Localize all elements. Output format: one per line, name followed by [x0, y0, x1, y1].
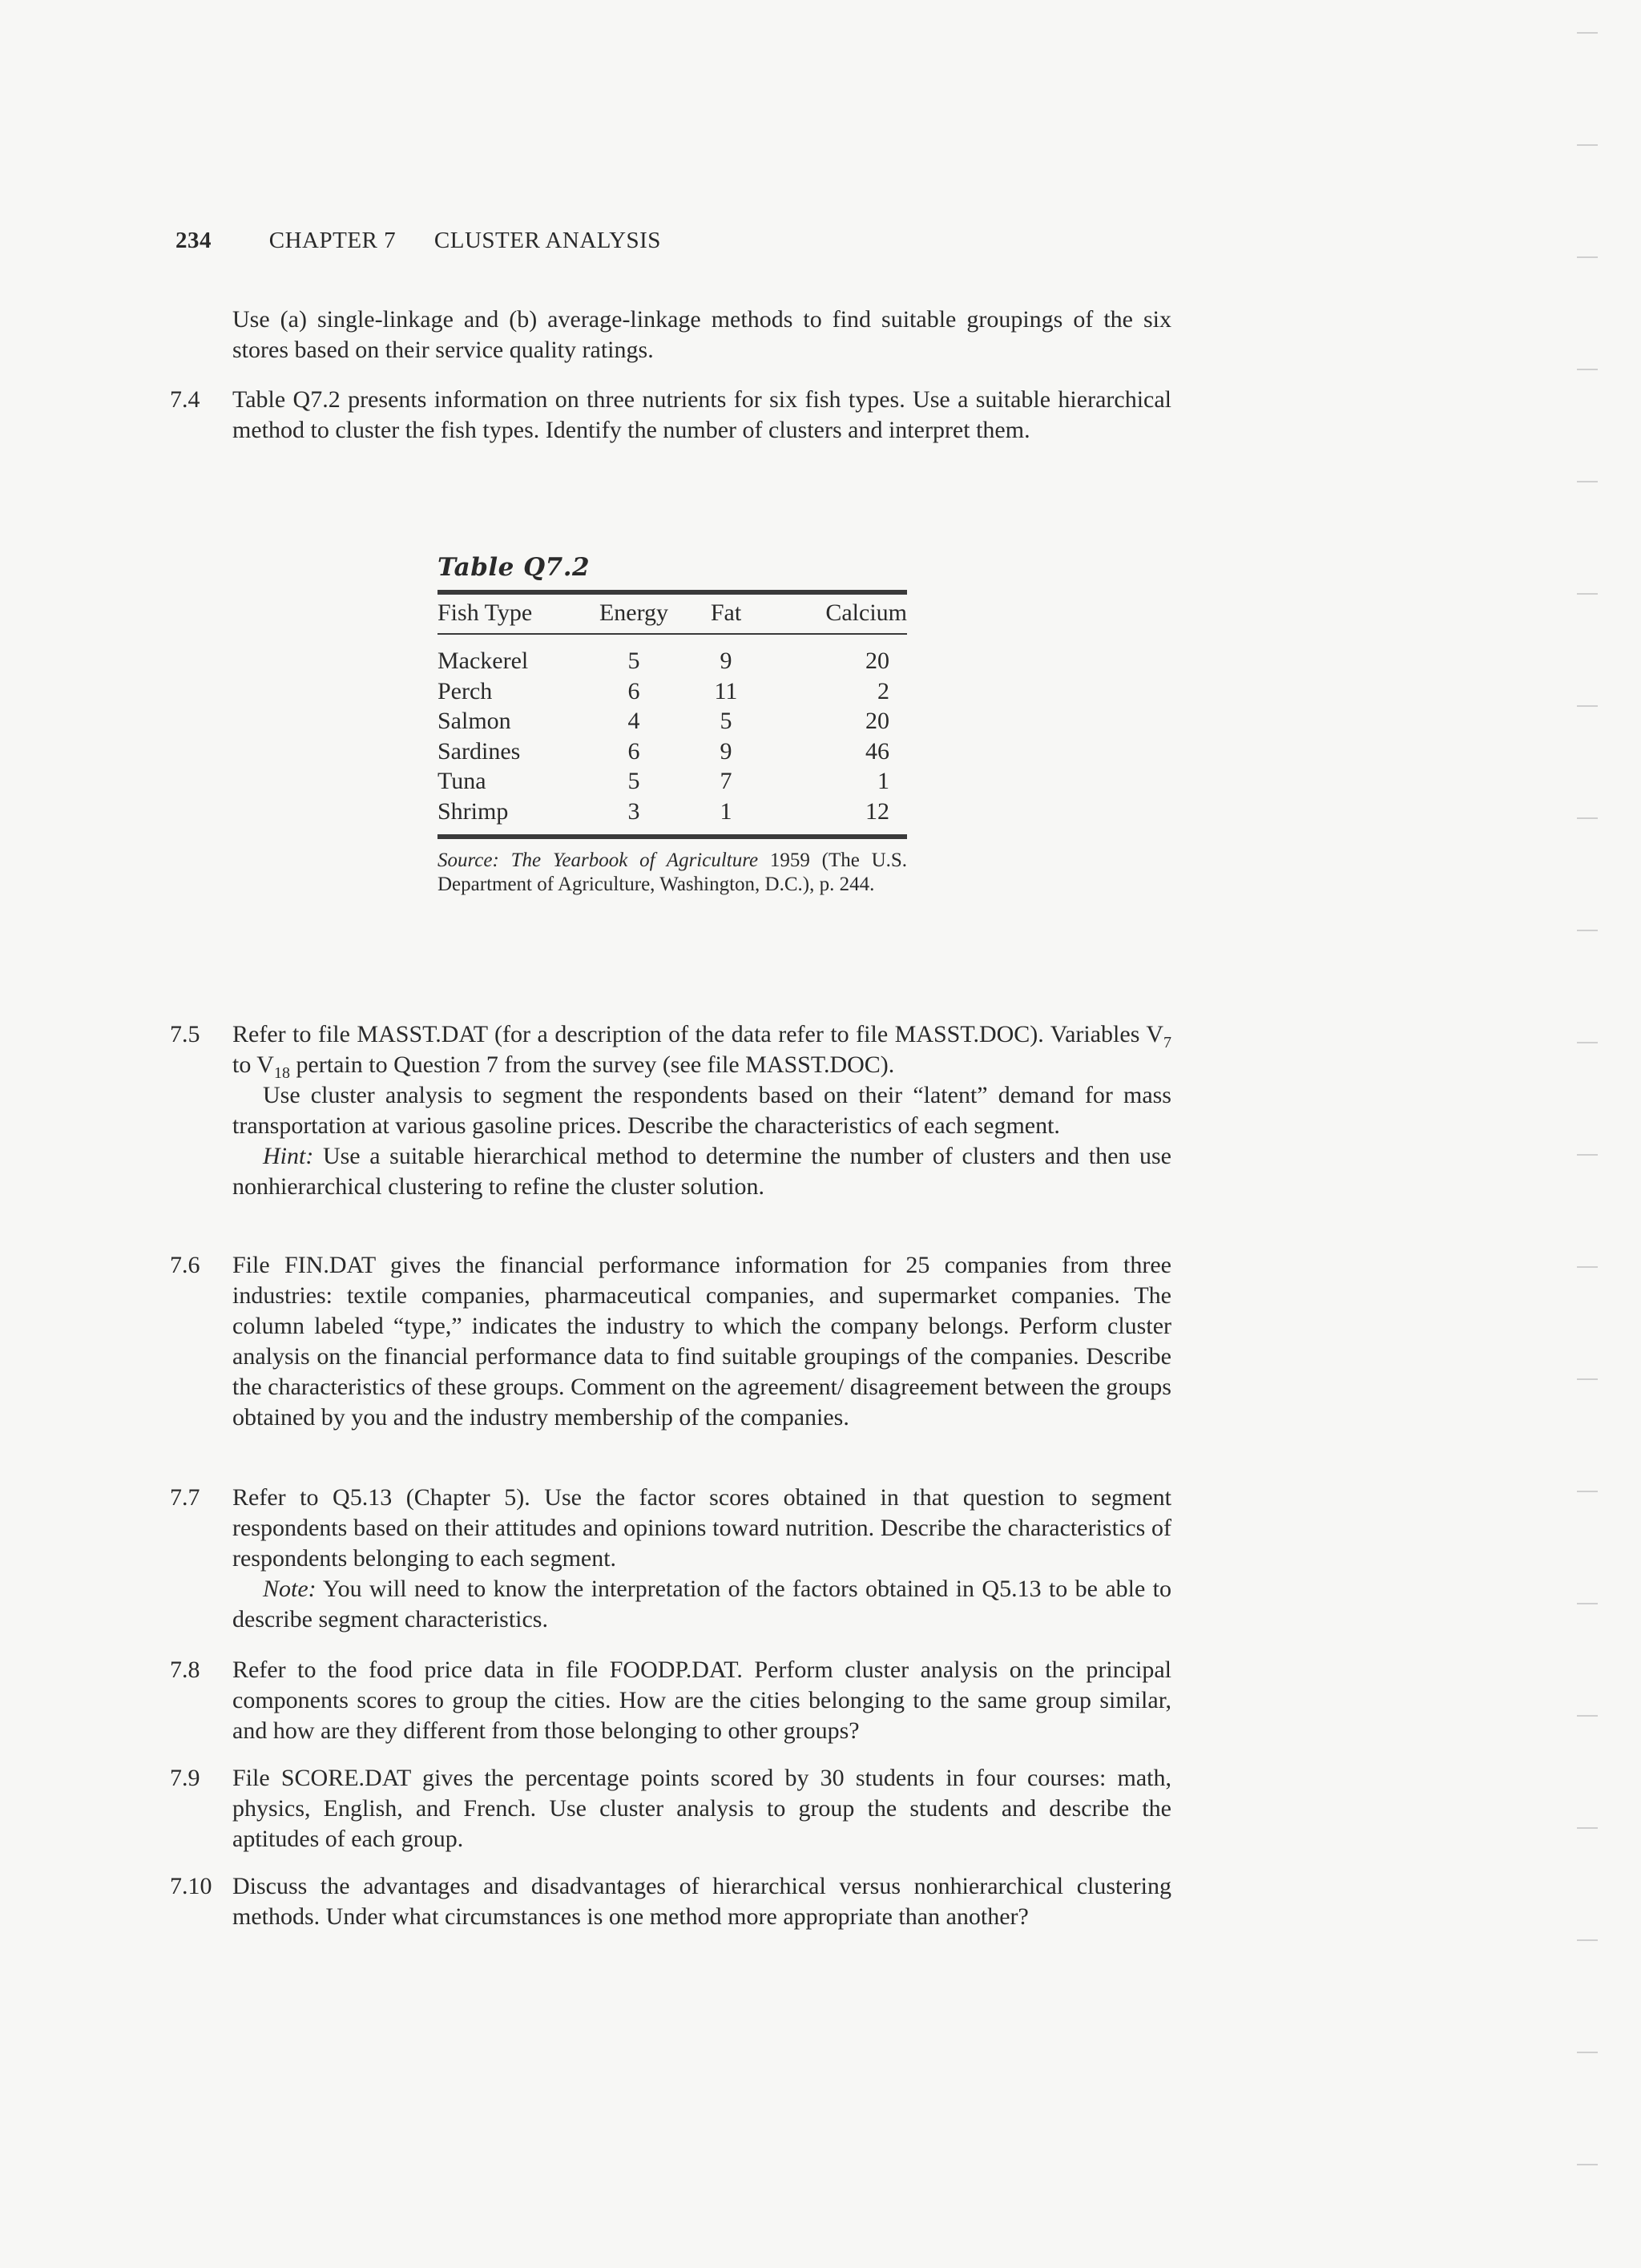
cell: 2: [877, 677, 889, 704]
question-7-10: [170, 1871, 1171, 1932]
cell: 1: [877, 768, 889, 794]
table-row: [437, 766, 907, 797]
table-row: [437, 676, 907, 707]
question-7-7: [170, 1483, 1171, 1635]
table-q7-2: [437, 553, 907, 897]
question-7-9: [170, 1763, 1171, 1854]
question-number: 7.7: [170, 1484, 200, 1511]
question-7-8: [170, 1655, 1171, 1746]
cell: Sardines: [437, 737, 521, 765]
hint-text: Use a suitable hierarchical method to determine the number of clusters and then use nonhierarchical clustering to refine the cluster solution.: [232, 1143, 1171, 1200]
cell: 9: [720, 737, 732, 765]
hint-paragraph: [232, 1141, 1171, 1202]
col-header-energy: Energy: [599, 599, 669, 626]
cell: Mackerel: [437, 648, 529, 674]
text-run: pertain to Question 7 from the survey (see file MASST.DOC).: [289, 1051, 895, 1078]
question-number: 7.10: [170, 1873, 212, 1899]
scan-margin-mark: [1577, 32, 1598, 34]
scan-margin-mark: [1577, 1715, 1598, 1717]
cell: 6: [627, 677, 640, 704]
scan-margin-mark: [1577, 2164, 1598, 2165]
table-row: [437, 797, 907, 827]
cell: Perch: [437, 677, 493, 704]
cell: 4: [627, 708, 640, 734]
cell: 3: [627, 797, 640, 825]
cell: 20: [865, 708, 889, 734]
scan-margin-mark: [1577, 481, 1598, 482]
table-header-row: [437, 595, 907, 633]
cell: 6: [627, 737, 640, 765]
question-text: [232, 1019, 1171, 1080]
cell: 46: [865, 737, 889, 765]
scan-margin-mark: [1577, 817, 1598, 819]
scan-margin-mark: [1577, 930, 1598, 931]
cell: 11: [714, 677, 738, 704]
question-text: Refer to Q5.13 (Chapter 5). Use the factor scores obtained in that question to segment respondents based on their attitudes and opinions toward nutrition. Describe the characteristics of respondents belonging to each segment.: [232, 1484, 1171, 1572]
chapter-title: CLUSTER ANALYSIS: [433, 228, 661, 253]
cell: Salmon: [437, 708, 511, 734]
question-text: File FIN.DAT gives the financial performance information for 25 companies from three industries: textile companies, pharmaceutical companies, and supermarket companies. The column labeled “type,” indicates the industry to which the company belongs. Perform cluster analysis on the financial performance data to find suitable groupings of the companies. Describe the characteristics of these groups. Comment on the agreement/ disagreement between the groups obtained by you and the industry membership of the companies.: [232, 1252, 1171, 1431]
scan-margin-mark: [1577, 1154, 1598, 1156]
question-text: Refer to the food price data in file FOODP.DAT. Perform cluster analysis on the principal components scores to group the cities. How are the cities belonging to the same group similar, and how are they different from those belonging to other groups?: [232, 1657, 1171, 1744]
question-7-4: [170, 385, 1171, 446]
question-text: Table Q7.2 presents information on three nutrients for six fish types. Use a suitable hierarchical method to cluster the fish types. Identify the number of clusters and interpret them.: [232, 386, 1171, 443]
source-detail: 1959 (The U.S. Department of Agriculture, Washington, D.C.), p. 244.: [437, 849, 908, 895]
hint-label: Hint:: [263, 1143, 314, 1169]
table-caption: Table Q7.2: [437, 553, 591, 582]
fish-table-body: [437, 646, 907, 826]
text-run: to V: [232, 1051, 274, 1078]
cell: 5: [627, 768, 640, 794]
chapter-label: CHAPTER 7: [268, 228, 397, 253]
scan-margin-mark: [1577, 593, 1598, 595]
scan-margin-mark: [1577, 1266, 1598, 1268]
running-header: [175, 228, 661, 254]
cell: Shrimp: [437, 797, 509, 825]
col-header-fish-type: Fish Type: [437, 599, 533, 626]
scan-margin-mark: [1577, 705, 1598, 707]
question-number: 7.8: [170, 1657, 200, 1683]
scan-margin-mark: [1577, 1491, 1598, 1492]
cell: 1: [720, 797, 732, 825]
cell: 5: [627, 648, 640, 674]
fish-table: [437, 595, 907, 633]
question-text: Discuss the advantages and disadvantages of hierarchical versus nonhierarchical clustering methods. Under what circumstances is one method more appropriate than another?: [232, 1873, 1171, 1930]
subscript: 18: [273, 1064, 290, 1082]
question-7-5: [170, 1019, 1171, 1202]
cell: 12: [865, 797, 889, 825]
scan-margin-mark: [1577, 1603, 1598, 1604]
subscript: 7: [1163, 1034, 1171, 1051]
source-title: The Yearbook of Agriculture: [510, 849, 759, 871]
table-rule-bottom: [437, 834, 907, 839]
scan-margin-mark: [1577, 1378, 1598, 1380]
table-source-note: [437, 849, 907, 897]
table-row: [437, 736, 907, 767]
note-paragraph: [232, 1574, 1171, 1635]
scan-margin-mark: [1577, 1042, 1598, 1043]
scan-margin-mark: [1577, 256, 1598, 258]
cell: 9: [720, 648, 732, 674]
page-number: 234: [175, 228, 212, 253]
cell: 7: [720, 768, 732, 794]
question-number: 7.6: [170, 1252, 200, 1278]
scan-margin-mark: [1577, 1827, 1598, 1829]
question-paragraph: Use cluster analysis to segment the respondents based on their “latent” demand for mass transportation at various gasoline prices. Describe the characteristics of each segment.: [232, 1082, 1171, 1139]
col-header-fat: Fat: [710, 599, 742, 626]
question-number: 7.9: [170, 1765, 200, 1791]
question-text: File SCORE.DAT gives the percentage points scored by 30 students in four courses: math, physics, English, and French. Use cluster analysis to group the students and describe the aptitudes of each group.: [232, 1765, 1171, 1852]
question-7-6: [170, 1250, 1171, 1433]
scan-margin-mark: [1577, 144, 1598, 146]
question-number: 7.4: [170, 386, 200, 413]
scan-margin-mark: [1577, 2052, 1598, 2053]
table-rule-mid: [437, 633, 907, 635]
cell: Tuna: [437, 768, 486, 794]
table-row: [437, 706, 907, 736]
scan-margin-mark: [1577, 1939, 1598, 1941]
cell: 20: [865, 648, 889, 674]
scan-margin-mark: [1577, 369, 1598, 370]
note-text: You will need to know the interpretation of the factors obtained in Q5.13 to be able to describe segment characteristics.: [232, 1576, 1171, 1632]
source-label: Source:: [437, 849, 499, 871]
cell: 5: [720, 708, 732, 734]
question-number: 7.5: [170, 1021, 200, 1047]
table-row: [437, 646, 907, 676]
note-label: Note:: [263, 1576, 317, 1602]
intro-paragraph: Use (a) single-linkage and (b) average-linkage methods to find suitable groupings of the six stores based on their service quality ratings.: [232, 306, 1171, 363]
col-header-calcium: Calcium: [825, 599, 907, 626]
text-run: Refer to file MASST.DAT (for a description of the data refer to file MASST.DOC). Variables V: [232, 1021, 1163, 1047]
